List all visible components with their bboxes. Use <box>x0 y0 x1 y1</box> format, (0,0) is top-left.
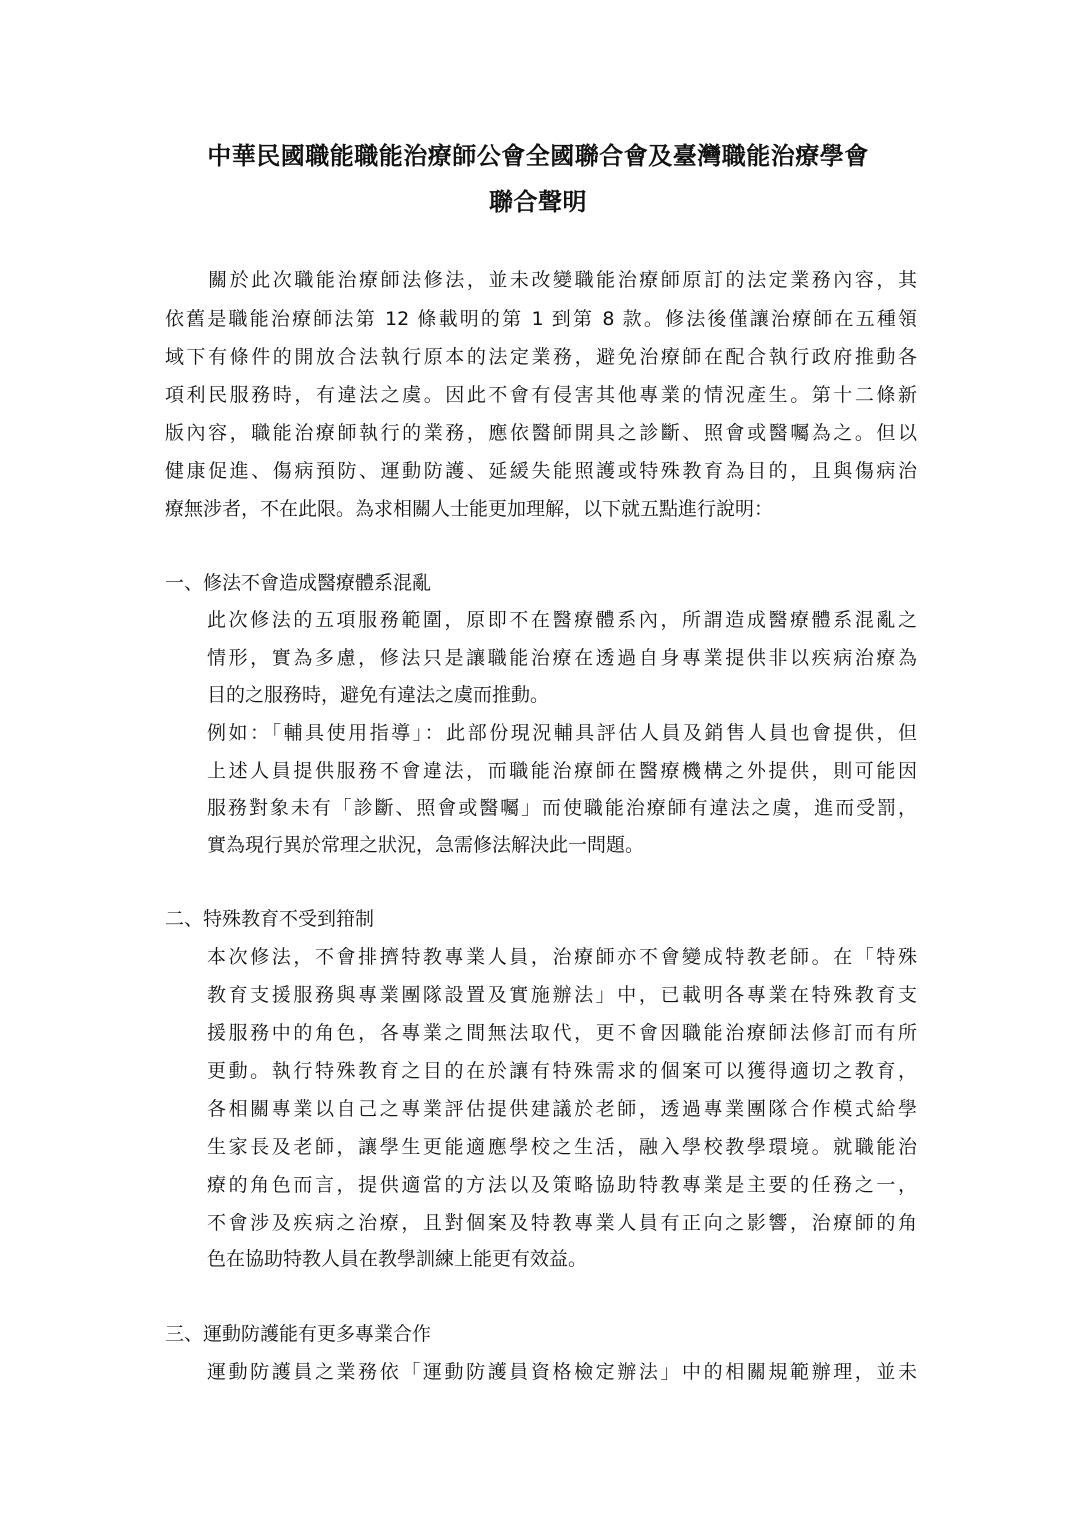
section-heading: 三、運動防護能有更多專業合作 <box>165 1323 432 1345</box>
intro-line: 項利民服務時，有違法之虞。因此不會有侵害其他專業的情況產生。第十二條新 <box>165 384 917 406</box>
section-heading: 一、修法不會造成醫療體系混亂 <box>165 572 432 594</box>
section-line: 實為現行異於常理之狀況，急需修法解決此一問題。 <box>207 834 645 856</box>
section-line: 此次修法的五項服務範圍，原即不在醫療體系內，所謂造成醫療體系混亂之 <box>207 609 917 631</box>
intro-line: 依舊是職能治療師法第 12 條載明的第 1 到第 8 款。修法後僅讓治療師在五種領 <box>165 308 917 330</box>
section-line: 例如：「輔具使用指導」：此部份現況輔具評估人員及銷售人員也會提供，但 <box>207 722 917 744</box>
section-line: 目的之服務時，避免有違法之虞而推動。 <box>207 684 550 706</box>
section-line: 教育支援服務與專業團隊設置及實施辦法」中，已載明各專業在特殊教育支 <box>207 984 917 1006</box>
intro-line: 版內容，職能治療師執行的業務，應依醫師開具之診斷、照會或醫囑為之。但以 <box>165 422 917 444</box>
section-line: 運動防護員之業務依「運動防護員資格檢定辦法」中的相關規範辦理，並未 <box>207 1361 917 1383</box>
section-line: 各相關專業以自己之專業評估提供建議於老師，透過專業團隊合作模式給學 <box>207 1098 917 1120</box>
section-line: 更動。執行特殊教育之目的在於讓有特殊需求的個案可以獲得適切之教育， <box>207 1060 917 1082</box>
intro-line: 健康促進、傷病預防、運動防護、延緩失能照護或特殊教育為目的，且與傷病治 <box>165 460 917 482</box>
section-line: 色在協助特教人員在教學訓練上能更有效益。 <box>207 1248 588 1270</box>
section-heading: 二、特殊教育不受到箝制 <box>165 908 375 930</box>
section-line: 療的角色而言，提供適當的方法以及策略協助特教專業是主要的任務之一， <box>207 1174 917 1196</box>
document-title-line-2: 聯合聲明 <box>489 188 587 216</box>
section-line: 服務對象未有「診斷、照會或醫囑」而使職能治療師有違法之虞，進而受罰， <box>207 797 917 819</box>
intro-line: 療無涉者，不在此限。為求相關人士能更加理解，以下就五點進行說明： <box>165 498 774 520</box>
section-line: 援服務中的角色，各專業之間無法取代，更不會因職能治療師法修訂而有所 <box>207 1022 917 1044</box>
intro-line: 域下有條件的開放合法執行原本的法定業務，避免治療師在配合執行政府推動各 <box>165 346 917 368</box>
intro-line: 關於此次職能治療師法修法，並未改變職能治療師原訂的法定業務內容，其 <box>165 269 917 291</box>
section-line: 生家長及老師，讓學生更能適應學校之生活，融入學校教學環境。就職能治 <box>207 1136 917 1158</box>
section-line: 上述人員提供服務不會違法，而職能治療師在醫療機構之外提供，則可能因 <box>207 760 917 782</box>
section-line: 不會涉及疾病之治療，且對個案及特教專業人員有正向之影響，治療師的角 <box>207 1212 917 1234</box>
section-line: 情形，實為多慮，修法只是讓職能治療在透過自身專業提供非以疾病治療為 <box>207 647 917 669</box>
section-line: 本次修法，不會排擠特教專業人員，治療師亦不會變成特教老師。在「特殊 <box>207 946 917 968</box>
document-title-line-1: 中華民國職能職能治療師公會全國聯合會及臺灣職能治療學會 <box>207 142 869 170</box>
